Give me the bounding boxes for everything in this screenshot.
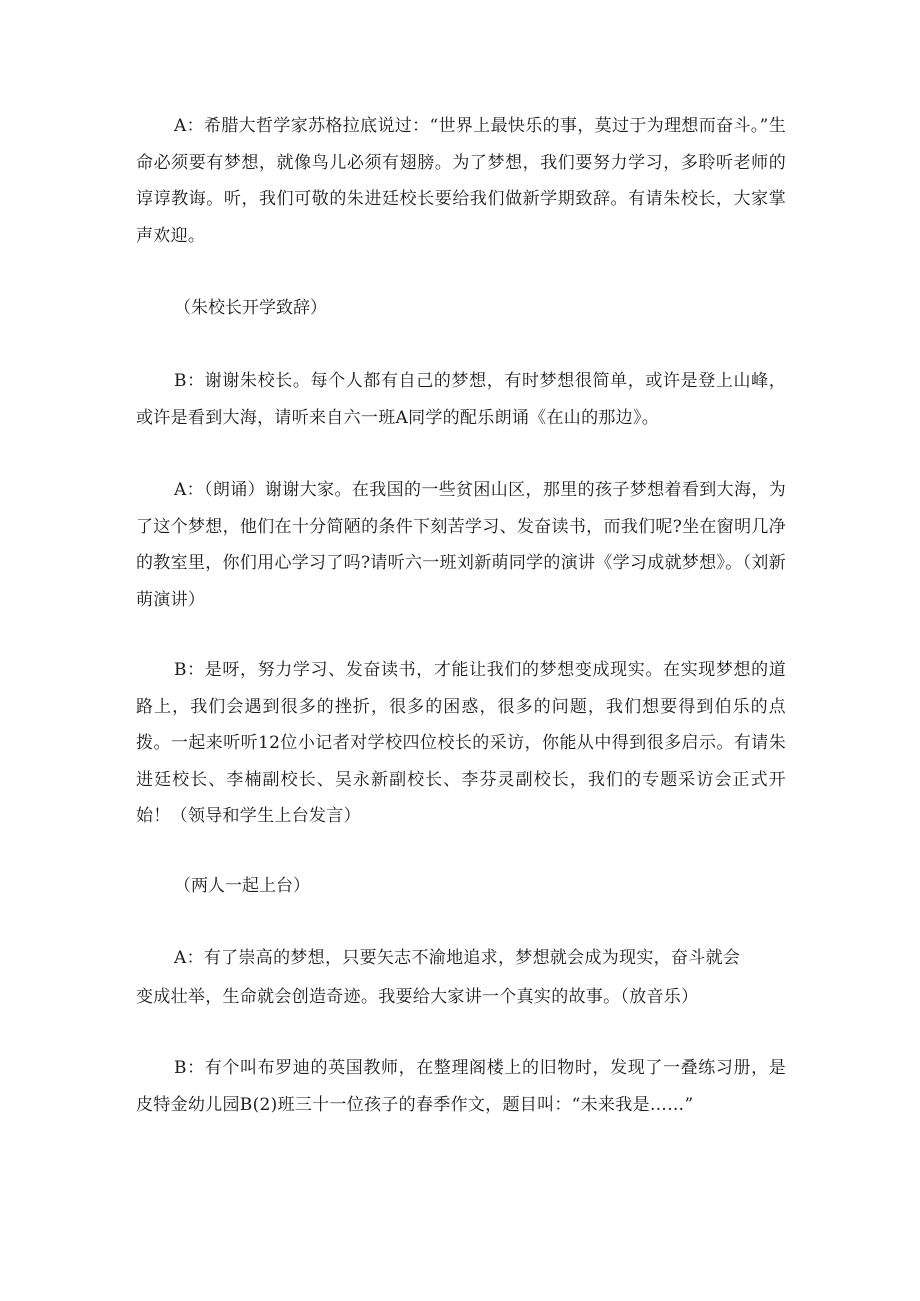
stage-note-principal-speech: （朱校长开学致辞）	[174, 298, 327, 318]
paragraph-text: A：有了崇高的梦想，只要矢志不渝地追求，梦想就会成为现实，奋斗就会	[174, 948, 741, 968]
paragraph-text: A：（朗诵）谢谢大家。在我国的一些贫困山区，那里的孩子梦想着看到大海，为了这个梦想，他们在十分简陋的条件下刻苦学习、发奋读书，而我们呢?坐在窗明几净的教室里，你们用心学习了吗?请听六一班刘新萌同学的演讲《学习成就梦想》。（刘新萌演讲）	[136, 480, 786, 610]
paragraph-a-philosophy	[136, 108, 786, 254]
paragraph-text: A：希腊大哲学家苏格拉底说过：“世界上最快乐的事，莫过于为理想而奋斗。”生命必须要有梦想，就像鸟儿必须有翅膀。为了梦想，我们要努力学习，多聆听老师的谆谆教诲。听，我们可敬的朱进廷校长要给我们做新学期致辞。有请朱校长，大家掌声欢迎。	[136, 116, 786, 246]
paragraph-text: B：有个叫布罗迪的英国教师，在整理阁楼上的旧物时，发现了一叠练习册，是皮特金幼儿园B(2)班三十一位孩子的春季作文，题目叫：“未来我是……”	[136, 1058, 786, 1115]
paragraph-b-interview	[136, 652, 786, 835]
paragraph-a-recitation	[136, 472, 786, 618]
paragraph-text: B：谢谢朱校长。每个人都有自己的梦想，有时梦想很简单，或许是登上山峰，或许是看到大海，请听来自六一班A同学的配乐朗诵《在山的那边》。	[136, 371, 786, 428]
paragraph-a-story-line2: 变成壮举，生命就会创造奇迹。我要给大家讲一个真实的故事。（放音乐）	[136, 987, 699, 1007]
paragraph-a-story-line1	[136, 940, 786, 977]
paragraph-text: B：是呀，努力学习、发奋读书，才能让我们的梦想变成现实。在实现梦想的道路上，我们会遇到很多的挫折，很多的困惑，很多的问题，我们想要得到伯乐的点拨。一起来听听12位小记者对学校四位校长的采访，你能从中得到很多启示。有请朱进廷校长、李楠副校长、吴永新副校长、李芬灵副校长，我们的专题采访会正式开始！（领导和学生上台发言）	[136, 660, 786, 826]
paragraph-b-brodie	[136, 1050, 786, 1123]
paragraph-b-thanks	[136, 363, 786, 436]
stage-note-both-on-stage: （两人一起上台）	[174, 876, 310, 896]
